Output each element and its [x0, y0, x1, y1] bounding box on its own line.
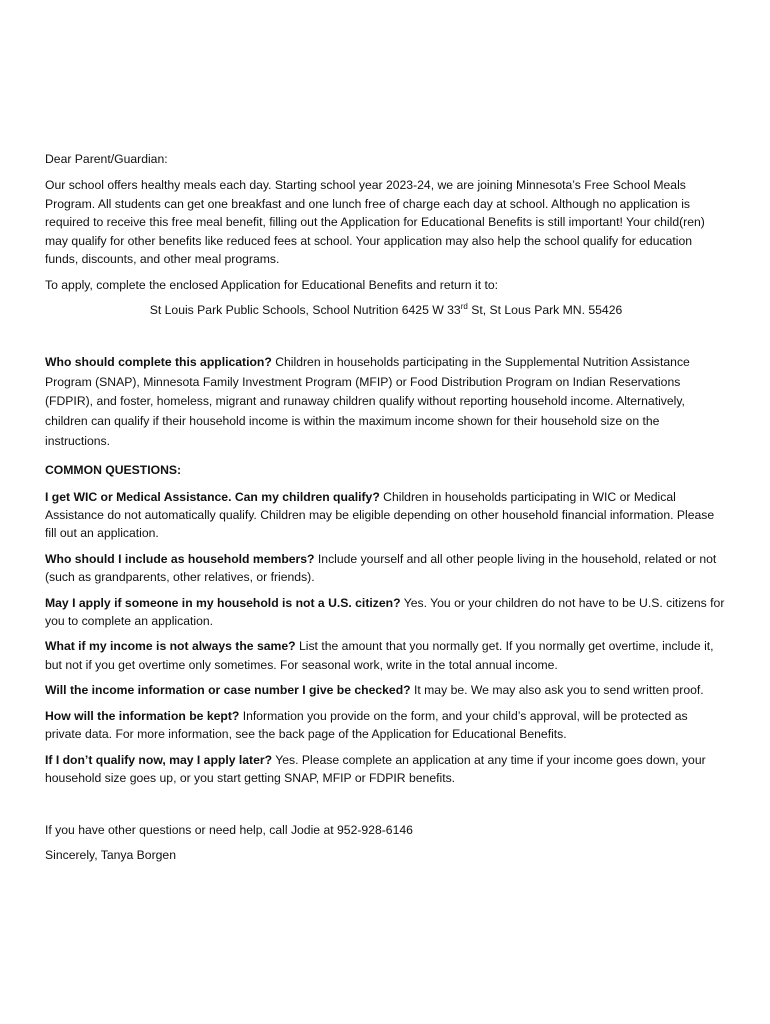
faq-answer: Include yourself and all other people living in the household, related or not (such as grandparents, other relatives, or friends). — [45, 551, 717, 585]
salutation: Dear Parent/Guardian: — [45, 152, 168, 166]
common-questions-heading: COMMON QUESTIONS: — [45, 463, 182, 478]
who-should-complete-answer: Children in households participating in the Supplemental Nutrition Assistance Program (SNAP), Minnesota Family Investment Program (MFIP) or Food Distribution Program on Indian Reservations (FDPIR), and foster, homeless, migrant and runaway children qualify without reporting household income. Alternatively, children can qualify if their household income is within the maximum income shown for their household size on the instructions. — [45, 355, 690, 448]
faq-item — [45, 550, 727, 587]
faq-answer: List the amount that you normally get. If you normally get overtime, include it, but not if you get overtime only sometimes. For seasonal work, write in the total annual income. — [45, 639, 714, 672]
faq-answer: Yes. You or your children do not have to be U.S. citizens for you to complete an application. — [45, 595, 725, 629]
faq-answer: Information you provide on the form, and your child’s approval, will be protected as private data. For more information, see the back page of the Application for Educational Benefits. — [45, 708, 688, 742]
faq-question: If I don’t qualify now, may I apply later? — [45, 752, 273, 767]
help-line: If you have other questions or need help, call Jodie at 952-928-6146 — [45, 823, 413, 838]
faq-item — [45, 681, 727, 699]
signoff: Sincerely, Tanya Borgen — [45, 847, 176, 862]
faq-question: Who should I include as household members? — [45, 551, 315, 566]
faq-item — [45, 637, 727, 674]
who-should-complete-question: Who should complete this application? — [45, 355, 272, 370]
intro-paragraph: Our school offers healthy meals each day. Starting school year 2023-24, we are joining Minnesota’s Free School Meals Program. All students can get one breakfast and one lunch free of charge each day at school. Although no application is required to receive this free meal benefit, filling out the Application for Educational Benefits is still important! Your child(ren) may qualify for other benefits like reduced fees at school. Your application may also help the school qualify for education funds, discounts, and other meal programs. — [45, 178, 705, 267]
who-should-complete-paragraph — [45, 353, 727, 451]
faq-question: I get WIC or Medical Assistance. Can my children qualify? — [45, 489, 380, 504]
return-address — [45, 301, 727, 319]
faq-question: May I apply if someone in my household is not a U.S. citizen? — [45, 595, 401, 610]
faq-question: What if my income is not always the same? — [45, 639, 296, 654]
faq-question: How will the information be kept? — [45, 708, 240, 723]
faq-question: Will the income information or case number I give be checked? — [45, 683, 411, 698]
faq-item — [45, 594, 727, 631]
address-ordinal-suffix: rd — [460, 301, 468, 311]
letter-page — [45, 150, 727, 864]
faq-answer: Children in households participating in WIC or Medical Assistance do not automatically qualify. Children may be eligible depending on other household financial information. Please fill out an application. — [45, 489, 715, 541]
faq-item — [45, 488, 727, 543]
apply-instruction: To apply, complete the enclosed Application for Educational Benefits and return it to: — [45, 278, 499, 293]
address-city: St, St Lous Park MN. 55426 — [467, 302, 623, 317]
faq-item — [45, 707, 727, 744]
faq-item — [45, 751, 727, 788]
faq-answer: It may be. We may also ask you to send written proof. — [410, 683, 704, 698]
faq-answer: Yes. Please complete an application at any time if your income goes down, your household size goes up, or you start getting SNAP, MFIP or FDPIR benefits. — [45, 752, 706, 785]
address-street: St Louis Park Public Schools, School Nutrition 6425 W 33 — [149, 302, 461, 317]
